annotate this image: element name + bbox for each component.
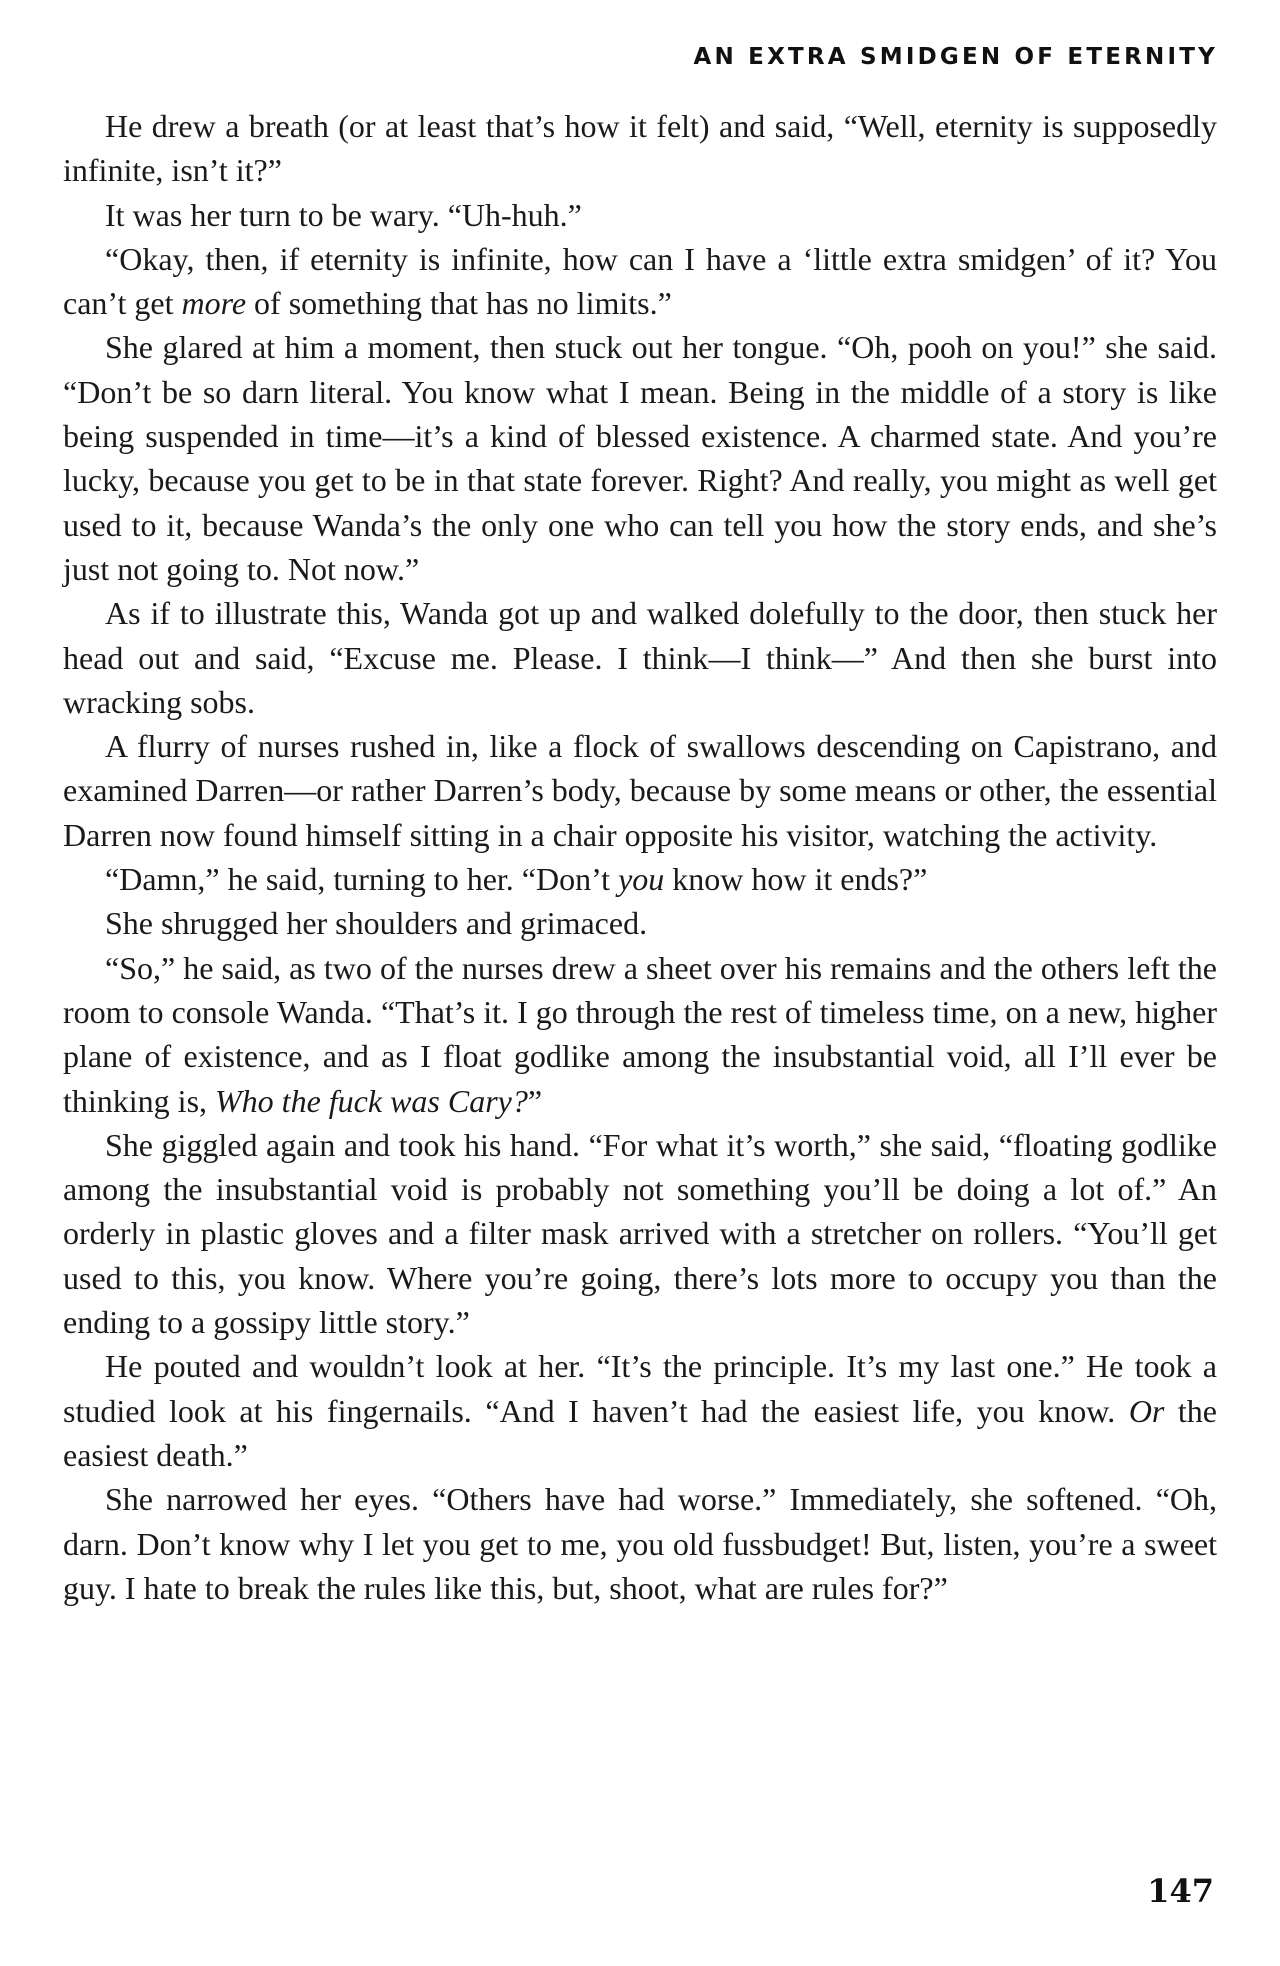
paragraph: [63, 1344, 1217, 1477]
paragraph: [63, 724, 1217, 857]
paragraph: [63, 193, 1217, 237]
italic-text: you: [618, 861, 665, 898]
text-run: He drew a breath (or at least that’s how it felt) and said, “Well, eternity is supposedly infinite, isn’t it?”: [63, 108, 1217, 189]
text-run: ”: [527, 1082, 543, 1119]
paragraph: [63, 1123, 1217, 1344]
body-text: [63, 104, 1217, 1610]
paragraph: [63, 591, 1217, 724]
italic-text: more: [181, 285, 247, 322]
text-run: She glared at him a moment, then stuck out her tongue. “Oh, pooh on you!” she said. “Don’t be so darn literal. You know what I mean. Being in the middle of a story is like being suspended in time—it’s a kind of blessed existence. A charmed state. And you’re lucky, because you get to be in that state forever. Right? And really, you might as well get used to it, because Wanda’s the only one who can tell you how the story ends, and she’s just not going to. Not now.”: [63, 329, 1217, 587]
paragraph: [63, 325, 1217, 591]
page-number: 147: [1147, 1872, 1214, 1910]
paragraph: [63, 901, 1217, 945]
italic-text: Or: [1128, 1392, 1165, 1429]
paragraph: [63, 237, 1217, 326]
running-head: AN EXTRA SMIDGEN OF ETERNITY: [693, 44, 1218, 70]
paragraph: [63, 104, 1217, 193]
text-run: know how it ends?”: [664, 861, 928, 898]
text-run: the easiest death.”: [63, 1392, 1218, 1473]
paragraph: [63, 946, 1217, 1123]
text-run: A flurry of nurses rushed in, like a flock of swallows descending on Capistrano, and examined Darren—or rather Darren’s body, because by some means or other, the essential Darren now found himself sitting in a chair opposite his visitor, watching the activity.: [63, 728, 1217, 853]
text-run: It was her turn to be wary. “Uh-huh.”: [105, 196, 582, 233]
text-run: She shrugged her shoulders and grimaced.: [105, 905, 648, 942]
text-run: She giggled again and took his hand. “For what it’s worth,” she said, “floating godlike among the insubstantial void is probably not something you’ll be doing a lot of.” An orderly in plastic gloves and a filter mask arrived with a stretcher on rollers. “You’ll get used to this, you know. Where you’re going, there’s lots more to occupy you than the ending to a gossipy little story.”: [63, 1126, 1217, 1341]
text-run: As if to illustrate this, Wanda got up and walked dolefully to the door, then stuck her head out and said, “Excuse me. Please. I think—I think—” And then she burst into wracking sobs.: [63, 595, 1217, 720]
italic-text: Who the fuck was Cary?: [215, 1082, 528, 1119]
text-run: She narrowed her eyes. “Others have had worse.” Immediately, she softened. “Oh, darn. Don’t know why I let you get to me, you old fussbudget! But, listen, you’re a sweet guy. I hate to break the rules like this, but, shoot, what are rules for?”: [63, 1481, 1217, 1606]
paragraph: [63, 1477, 1217, 1610]
text-run: of something that has no limits.”: [246, 285, 672, 322]
text-run: He pouted and wouldn’t look at her. “It’s the principle. It’s my last one.” He took a studied look at his fingernails. “And I haven’t had the easiest life, you know.: [63, 1348, 1217, 1429]
text-run: “So,” he said, as two of the nurses drew a sheet over his remains and the others left the room to console Wanda. “That’s it. I go through the rest of timeless time, on a new, higher plane of existence, and as I float godlike among the insubstantial void, all I’ll ever be thinking is,: [63, 949, 1217, 1119]
text-run: “Damn,” he said, turning to her. “Don’t: [105, 861, 619, 898]
text-run: “Okay, then, if eternity is infinite, how can I have a ‘little extra smidgen’ of it? You can’t get: [63, 240, 1217, 322]
paragraph: [63, 857, 1217, 901]
